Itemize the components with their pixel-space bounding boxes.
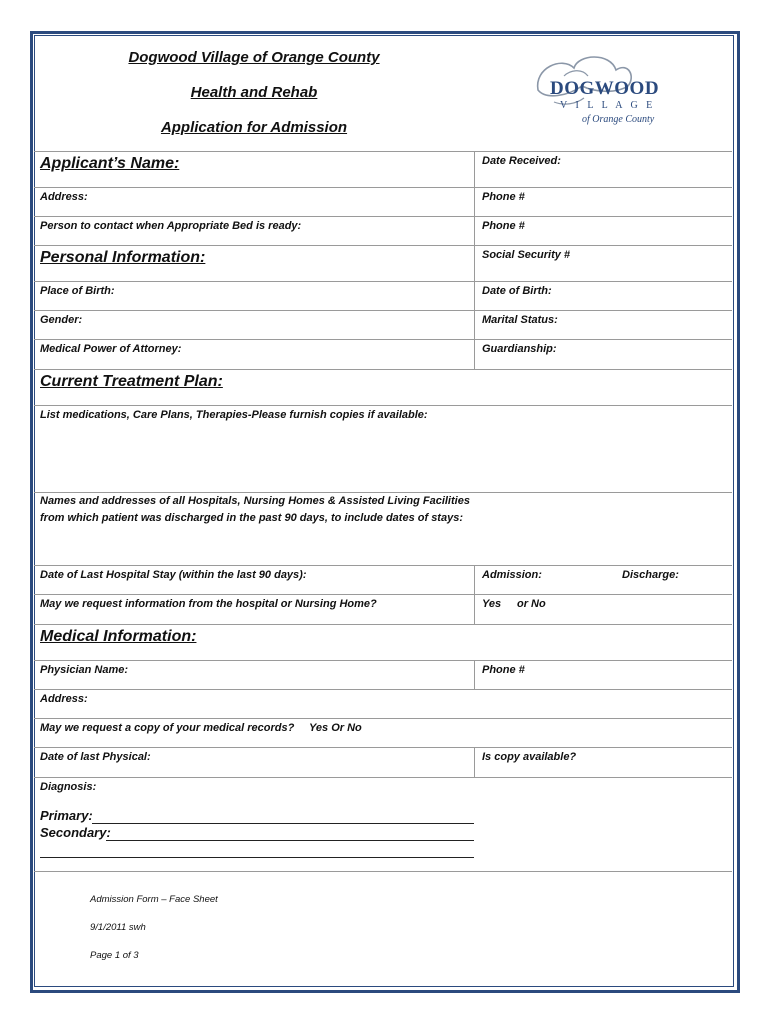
org-subtitle: Health and Rehab (190, 84, 318, 101)
form-name-footer: Admission Form – Face Sheet (90, 894, 218, 905)
request-info-label: May we request information from the hospital or Nursing Home? (40, 598, 377, 610)
discharge-label: Discharge: (622, 569, 679, 581)
secondary-diagnosis-line (106, 825, 474, 841)
guardianship-label: Guardianship: (482, 343, 557, 355)
copy-available-label: Is copy available? (482, 751, 577, 763)
row-divider (34, 151, 732, 152)
physician-address-label: Address: (40, 693, 88, 705)
row-divider (34, 492, 732, 493)
row-divider (34, 565, 732, 566)
hospitals-label-line2: from which patient was discharged in the past 90 days, to include dates of stays: (40, 512, 463, 524)
column-divider (474, 660, 475, 689)
org-title: Dogwood Village of Orange County (128, 49, 380, 66)
row-divider (34, 310, 732, 311)
column-divider (474, 281, 475, 369)
primary-diagnosis-label: Primary: (40, 808, 93, 823)
medical-records-label: May we request a copy of your medical records? (40, 722, 295, 734)
row-divider (34, 624, 732, 625)
treatment-plan-heading: Current Treatment Plan: (40, 373, 223, 390)
row-divider (34, 339, 732, 340)
row-divider (34, 187, 732, 188)
row-divider (34, 245, 732, 246)
hospitals-label-line1: Names and addresses of all Hospitals, Nursing Homes & Assisted Living Facilities (40, 495, 470, 507)
physician-phone-label: Phone # (482, 664, 525, 676)
diagnosis-label: Diagnosis: (40, 781, 97, 793)
row-divider (34, 747, 732, 748)
gender-label: Gender: (40, 314, 83, 326)
yes-option: Yes (482, 598, 502, 610)
row-divider (34, 369, 732, 370)
power-of-attorney-label: Medical Power of Attorney: (40, 343, 182, 355)
logo-tagline: of Orange County (582, 114, 655, 125)
marital-status-label: Marital Status: (482, 314, 558, 326)
personal-info-heading: Personal Information: (40, 249, 206, 266)
column-divider (474, 565, 475, 624)
physician-name-label: Physician Name: (40, 664, 129, 676)
row-divider (34, 777, 732, 778)
column-divider (474, 747, 475, 777)
phone-label: Phone # (482, 191, 525, 203)
row-divider (34, 660, 732, 661)
date-received-label: Date Received: (482, 155, 561, 167)
logo-sub: V I L L A G E (560, 100, 656, 111)
admission-label: Admission: (482, 569, 542, 581)
row-divider (34, 216, 732, 217)
row-divider (34, 594, 732, 595)
last-physical-label: Date of last Physical: (40, 751, 151, 763)
place-of-birth-label: Place of Birth: (40, 285, 115, 297)
no-option: or No (517, 598, 546, 610)
dogwood-logo (524, 46, 688, 130)
column-divider (474, 151, 475, 281)
last-hospital-stay-label: Date of Last Hospital Stay (within the last 90 days): (40, 569, 307, 581)
address-label: Address: (40, 191, 88, 203)
row-divider (34, 405, 732, 406)
form-date-footer: 9/1/2011 swh (90, 922, 146, 933)
medical-info-heading: Medical Information: (40, 628, 197, 645)
contact-phone-label: Phone # (482, 220, 525, 232)
contact-person-label: Person to contact when Appropriate Bed is ready: (40, 220, 302, 232)
page-number-footer: Page 1 of 3 (90, 950, 139, 961)
form-title: Application for Admission (160, 119, 348, 136)
date-of-birth-label: Date of Birth: (482, 285, 552, 297)
ssn-label: Social Security # (482, 249, 571, 261)
extra-diagnosis-line (40, 842, 474, 858)
row-divider (34, 718, 732, 719)
logo-name: DOGWOOD (550, 78, 660, 99)
primary-diagnosis-line (92, 808, 474, 824)
medical-records-answer: Yes Or No (309, 722, 362, 734)
row-divider (34, 871, 732, 872)
medications-label: List medications, Care Plans, Therapies-Please furnish copies if available: (40, 409, 428, 421)
row-divider (34, 281, 732, 282)
secondary-diagnosis-label: Secondary: (40, 825, 111, 840)
applicant-name-heading: Applicant’s Name: (40, 155, 180, 172)
row-divider (34, 689, 732, 690)
